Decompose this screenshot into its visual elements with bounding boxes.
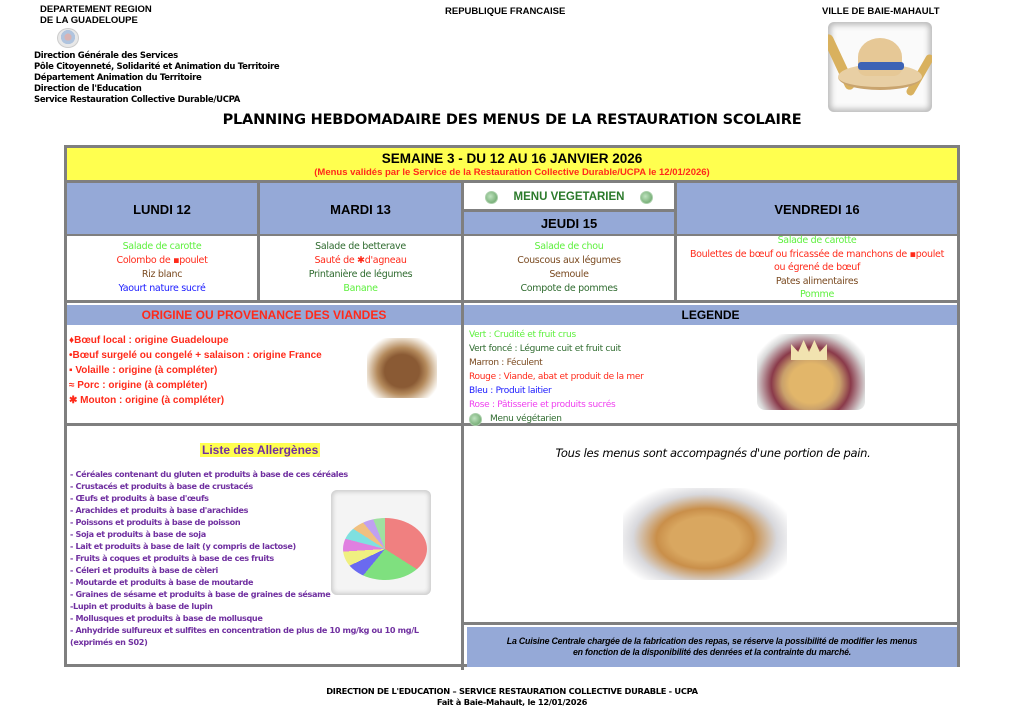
sliced-bread-image xyxy=(623,488,787,580)
menu-item: Boulettes de bœuf ou fricassée de manchons de ▪poulet xyxy=(689,248,945,260)
color-legend-list xyxy=(469,328,644,426)
allergen-item: - Mollusques et produits à base de mollusque xyxy=(70,613,263,623)
menu-cell-lundi xyxy=(67,236,257,300)
origin-item: •Bœuf surgelé ou congelé + salaison : origine France xyxy=(69,350,322,361)
department-lines xyxy=(34,51,279,106)
menu-item: Salade de carotte xyxy=(122,241,202,252)
menu-item: Banane xyxy=(343,283,378,294)
notice-line: en fonction de la disponibilité des denrées et la contrainte du marché. xyxy=(572,647,852,657)
legend-item: Vert foncé : Légume cuit et fruit cuit xyxy=(469,344,621,354)
legend-item-vegetarian xyxy=(469,412,644,426)
menu-item: Sauté de ✱d'agneau xyxy=(314,255,407,266)
allergen-item: - Crustacés et produits à base de crustacés xyxy=(70,481,253,491)
legend-item: Rouge : Viande, abat et produit de la mer xyxy=(469,372,644,382)
origin-item: ≈ Porc : origine (à compléter) xyxy=(69,380,208,391)
vegetarian-leaf-icon xyxy=(640,191,653,204)
republic-title: REPUBLIQUE FRANCAISE xyxy=(445,6,566,17)
meat-origin-list xyxy=(69,333,322,408)
menu-item: Colombo de ▪poulet xyxy=(116,255,208,266)
legend-item: Rose : Pâtisserie et produits sucrés xyxy=(469,400,616,410)
menu-item: ou égrené de bœuf xyxy=(773,262,861,274)
menu-item: Couscous aux légumes xyxy=(517,255,621,266)
hat-ribbon xyxy=(858,62,904,70)
week-title: SEMAINE 3 - DU 12 AU 16 JANVIER 2026 xyxy=(381,151,643,166)
menu-item: Printanière de légumes xyxy=(308,269,413,280)
origin-item: ✱ Mouton : origine (à compléter) xyxy=(69,395,225,406)
roast-meat-image xyxy=(367,338,437,398)
allergen-item: - Céréales contenant du gluten et produits à base de ces céréales xyxy=(70,469,348,479)
vegetarian-banner xyxy=(464,183,674,211)
region-title xyxy=(40,4,152,26)
allergens-title: Liste des Allergènes xyxy=(202,443,319,457)
menu-item: Semoule xyxy=(549,269,589,280)
notice-line: La Cuisine Centrale chargée de la fabrication des repas, se réserve la possibilité de modifier les menus xyxy=(506,636,918,646)
city-title: VILLE DE BAIE-MAHAULT xyxy=(822,6,940,17)
dept-line: Direction Générale des Services xyxy=(34,51,178,61)
legend-vegetarian-label: Menu végétarien xyxy=(490,414,562,424)
day-header-vendredi: VENDREDI 16 xyxy=(677,183,957,236)
menu-cell-mardi xyxy=(260,236,461,300)
allergen-item: - Céleri et produits à base de cèleri xyxy=(70,565,218,575)
allergen-item: - Poissons et produits à base de poisson xyxy=(70,517,241,527)
menu-item: Salade de carotte xyxy=(777,235,857,247)
day-header-lundi: LUNDI 12 xyxy=(67,183,257,236)
divider xyxy=(464,209,674,212)
vegetarian-label: MENU VEGETARIEN xyxy=(513,191,625,203)
allergen-item: - Soja et produits à base de soja xyxy=(70,529,206,539)
allergen-item: - Lait et produits à base de lait (y compris de lactose) xyxy=(70,541,296,551)
vegetarian-leaf-icon xyxy=(485,191,498,204)
legend-item: Marron : Féculent xyxy=(469,358,543,368)
menu-cell-vendredi xyxy=(677,236,957,300)
dept-line: Département Animation du Territoire xyxy=(34,73,202,83)
menu-item: Riz blanc xyxy=(141,269,183,280)
menu-item: Yaourt nature sucré xyxy=(118,283,206,294)
legend-item: Vert : Crudité et fruit crus xyxy=(469,330,576,340)
pie-chart-icon xyxy=(343,518,427,580)
menu-item: Salade de chou xyxy=(534,241,604,252)
menu-item: Pates alimentaires xyxy=(775,275,859,287)
legend-section-title: LEGENDE xyxy=(464,305,957,325)
origin-item: ▪ Volaille : origine (à compléter) xyxy=(69,365,218,376)
week-subtitle: (Menus validés par le Service de la Restauration Collective Durable/UCPA le 12/01/2026) xyxy=(314,167,710,178)
menu-item: Pomme xyxy=(799,289,835,301)
origin-item: ♦Bœuf local : origine Guadeloupe xyxy=(69,335,229,346)
divider xyxy=(464,622,957,625)
allergen-item: - Graines de sésame et produits à base de graines de sésame xyxy=(70,589,331,599)
menu-cell-jeudi xyxy=(464,236,674,300)
allergen-item: (exprimés en S02) xyxy=(70,637,148,647)
bread-note: Tous les menus sont accompagnés d'une portion de pain. xyxy=(555,446,871,460)
region-title-line-2: DE LA GUADELOUPE xyxy=(40,15,138,26)
footer-line-1: DIRECTION DE L'EDUCATION – SERVICE RESTAURATION COLLECTIVE DURABLE - UCPA xyxy=(326,686,698,696)
allergen-item: - Anhydride sulfureux et sulfites en concentration de plus de 10 mg/kg ou 10 mg/L xyxy=(70,625,419,635)
origin-section-title: ORIGINE OU PROVENANCE DES VIANDES xyxy=(67,305,461,325)
page-title: PLANNING HEBDOMADAIRE DES MENUS DE LA RESTAURATION SCOLAIRE xyxy=(222,112,802,128)
galette-des-rois-image xyxy=(757,334,865,410)
hat-crown xyxy=(858,38,902,76)
footer xyxy=(0,686,1024,708)
footer-line-2: Fait à Baie-Mahault, le 12/01/2026 xyxy=(436,697,588,707)
allergen-item: - Œufs et produits à base d'œufs xyxy=(70,493,209,503)
allergen-item: - Moutarde et produits à base de moutarde xyxy=(70,577,254,587)
vegetarian-leaf-icon xyxy=(469,413,482,426)
region-emblem-icon xyxy=(57,28,79,48)
legend-item: Bleu : Produit laitier xyxy=(469,386,552,396)
menu-item: Salade de betterave xyxy=(315,241,406,252)
day-header-jeudi: JEUDI 15 xyxy=(464,211,674,236)
menu-item: Compote de pommes xyxy=(520,283,618,294)
menu-table xyxy=(64,145,960,667)
region-title-line-1: DEPARTEMENT REGION xyxy=(40,4,152,15)
day-header-mardi: MARDI 13 xyxy=(260,183,461,236)
kitchen-notice xyxy=(467,627,957,667)
straw-hat-image xyxy=(828,22,932,112)
dept-line: Pôle Citoyenneté, Solidarité et Animation du Territoire xyxy=(34,62,280,72)
allergen-item: -Lupin et produits à base de lupin xyxy=(70,601,213,611)
week-banner xyxy=(67,148,957,183)
dept-line: Service Restauration Collective Durable/UCPA xyxy=(34,95,241,105)
allergen-item: - Fruits à coques et produits à base de ces fruits xyxy=(70,553,274,563)
dept-line: Direction de l'Education xyxy=(34,84,142,94)
allergen-item: - Arachides et produits à base d'arachides xyxy=(70,505,249,515)
